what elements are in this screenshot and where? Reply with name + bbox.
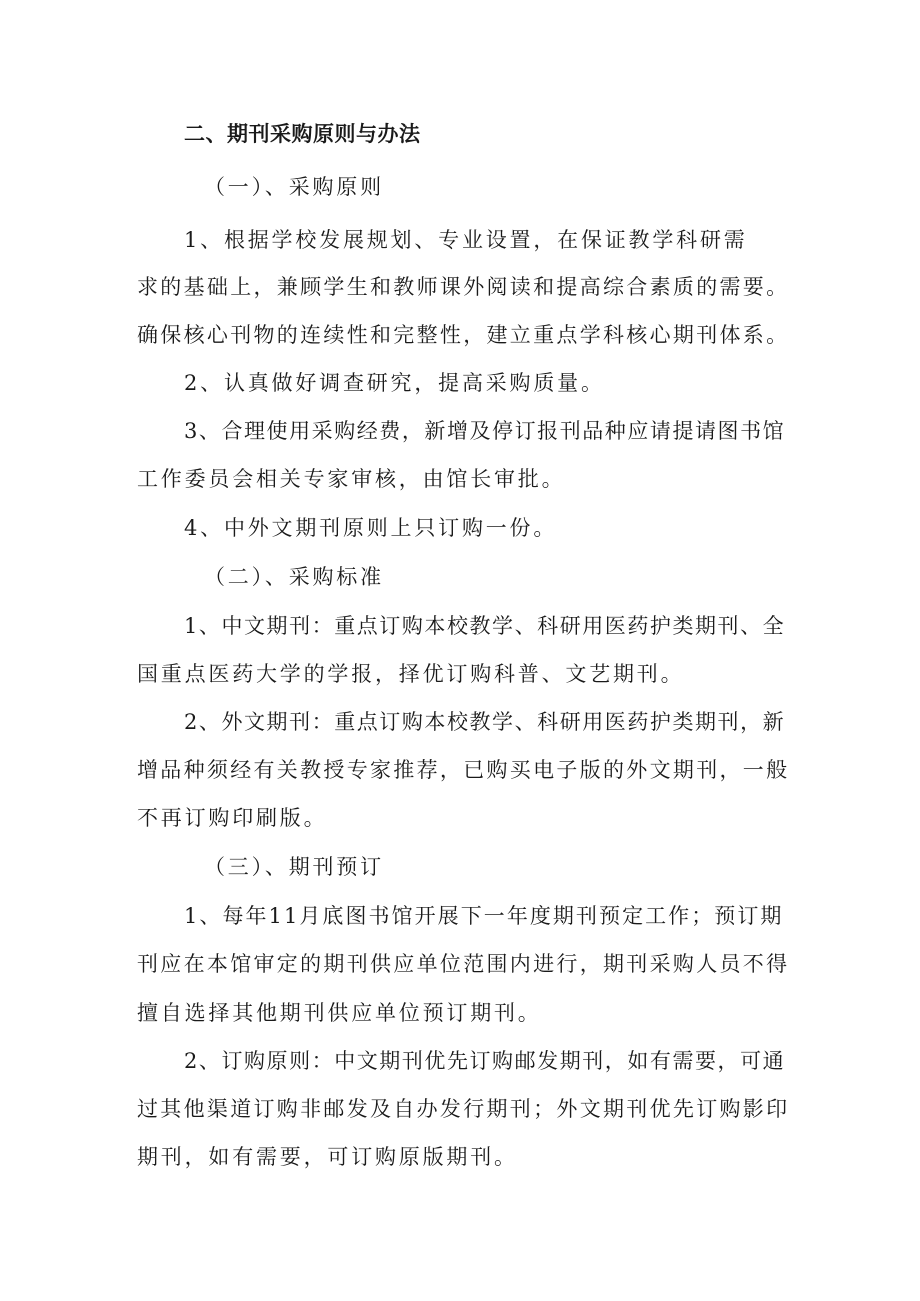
paragraph-line: 1、中文期刊：重点订购本校教学、科研用医药护类期刊、全 xyxy=(184,614,786,638)
paragraph-line: 4、中外文期刊原则上只订购一份。 xyxy=(184,516,558,540)
paragraph-line: 工作委员会相关专家审核，由馆长审批。 xyxy=(137,467,566,491)
paragraph-line: 不再订购印刷版。 xyxy=(137,806,328,830)
paragraph-line: 期刊，如有需要，可订购原版期刊。 xyxy=(137,1145,518,1169)
subsection-title-periodical-subscription: （三）、期刊预订 xyxy=(204,855,384,879)
paragraph-line: 1、每年11月底图书馆开展下一年度期刊预定工作；预订期 xyxy=(184,904,784,928)
paragraph-line: 增品种须经有关教授专家推荐，已购买电子版的外文期刊，一般 xyxy=(137,758,790,782)
paragraph-line: 国重点医药大学的学报，择优订购科普、文艺期刊。 xyxy=(137,662,685,686)
subsection-title-purchase-standards: （二）、采购标准 xyxy=(204,565,384,589)
subsection-title-purchase-principles: （一）、采购原则 xyxy=(204,175,384,199)
paragraph-line: 确保核心刊物的连续性和完整性，建立重点学科核心期刊体系。 xyxy=(137,323,790,347)
paragraph-line: 3、合理使用采购经费，新增及停订报刊品种应请提请图书馆 xyxy=(184,419,786,443)
paragraph-line: 2、外文期刊：重点订购本校教学、科研用医药护类期刊，新 xyxy=(184,710,786,734)
paragraph-line: 求的基础上，兼顾学生和教师课外阅读和提高综合素质的需要。 xyxy=(137,275,790,299)
paragraph-line: 擅自选择其他期刊供应单位预订期刊。 xyxy=(137,1001,542,1025)
paragraph-line: 2、订购原则：中文期刊优先订购邮发期刊，如有需要，可通 xyxy=(184,1049,786,1073)
paragraph-line: 过其他渠道订购非邮发及自办发行期刊；外文期刊优先订购影印 xyxy=(137,1097,790,1121)
paragraph-line: 2、认真做好调查研究，提高采购质量。 xyxy=(184,371,605,395)
paragraph-line: 1、根据学校发展规划、专业设置，在保证教学科研需 xyxy=(184,228,748,252)
section-heading: 二、期刊采购原则与办法 xyxy=(184,122,421,146)
paragraph-line: 刊应在本馆审定的期刊供应单位范围内进行，期刊采购人员不得 xyxy=(137,952,790,976)
